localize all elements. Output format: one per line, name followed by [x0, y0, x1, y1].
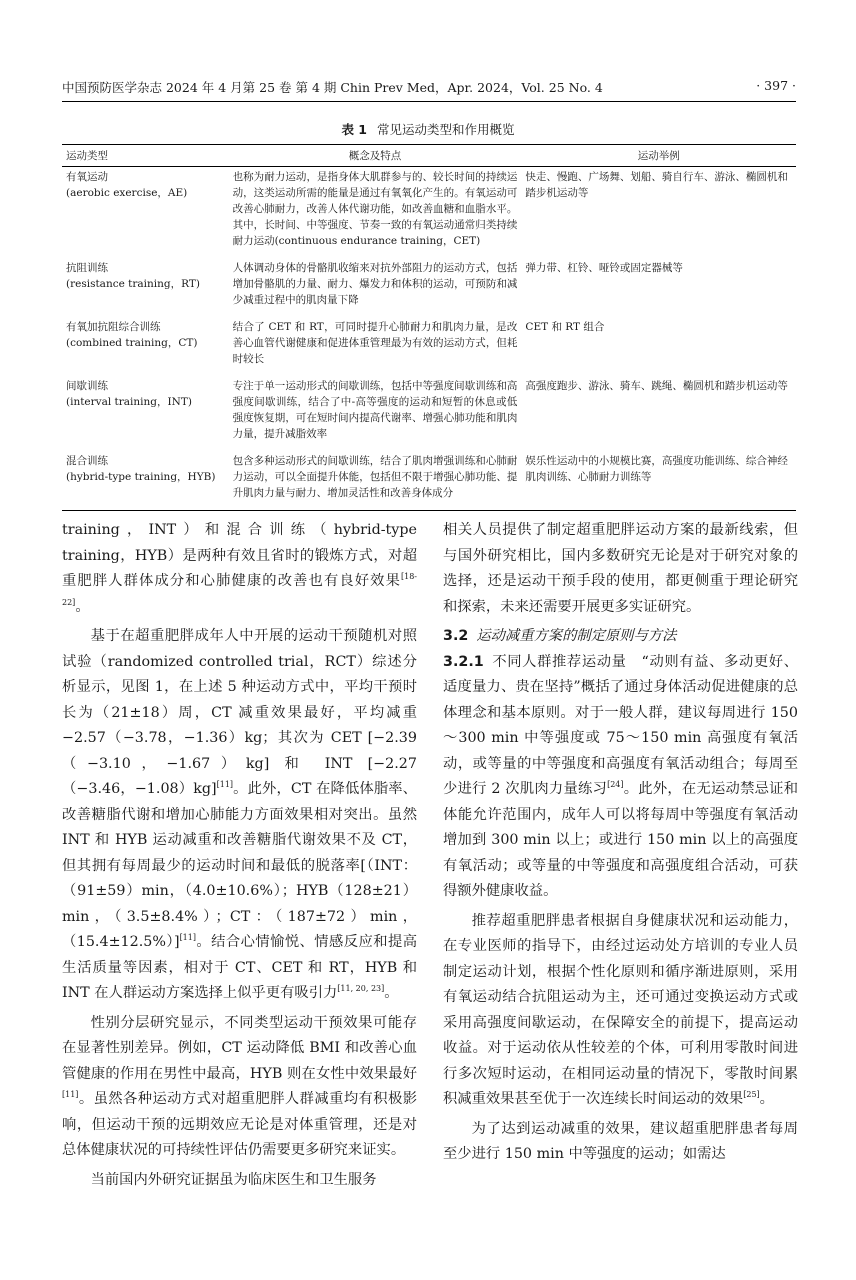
table-caption	[0, 120, 856, 138]
column-header-concept: 概念及特点	[229, 145, 522, 167]
section-title: 运动减重方案的制定原则与方法	[476, 628, 677, 644]
type-cn: 间歇训练	[66, 380, 108, 392]
cell-type	[62, 317, 229, 376]
journal-citation: 中国预防医学杂志 2024 年 4 月第 25 卷 第 4 期 Chin Prev Med，Apr. 2024，Vol. 25 No. 4	[62, 80, 603, 95]
paragraph	[443, 909, 798, 1113]
type-en: (interval training，INT)	[66, 396, 192, 408]
table-row	[62, 376, 796, 451]
citation: [11]	[179, 933, 196, 943]
citation: [18-22]	[62, 572, 417, 607]
table-row	[62, 167, 796, 259]
cell-type	[62, 258, 229, 317]
citation: [11, 20, 23]	[337, 984, 385, 994]
paragraph-text: training，INT）和混合训练（hybrid-type training，HYB）是两种有效且省时的锻炼方式，对超重肥胖人群体成分和心肺健康的改善也有良好效果	[62, 522, 417, 589]
paragraph-text: 。	[384, 985, 399, 1001]
section-heading	[443, 624, 798, 650]
table-row	[62, 317, 796, 376]
body-column-left	[62, 518, 417, 1197]
cell-concept: 也称为耐力运动，是指身体大肌群参与的、较长时间的持续运动，这类运动所需的能量是通过有氧氧化产生的。有氧运动可改善心肺耐力，改善人体代谢功能，如改善血糖和血脂水平。其中，长时间、中等强度、节奏一致的有氧运动通常归类持续耐力运动(continuous endurance training，CET)	[232, 171, 518, 247]
paragraph-text: 基于在超重肥胖成年人中开展的运动干预随机对照试验（randomized controlled trial，RCT）综述分析显示，见图 1，在上述 5 种运动方式中，平均干预时长为（21±18）周，CT 减重效果最好，平均减重 −2.57（−3.78，−1.36）kg；其次为 CET [−2.39（−3.10，−1.67）kg] 和 INT [−2.27（−3.46，−1.08）kg]	[62, 628, 417, 797]
paragraph	[62, 624, 417, 1007]
type-cn: 抗阻训练	[66, 262, 108, 274]
paragraph	[62, 518, 417, 620]
paragraph-text: 。此外，CT 在降低体脂率、改善糖脂代谢和增加心肺能力方面效果相对突出。虽然 INT 和 HYB 运动减重和改善糖脂代谢效果不及 CT，但其拥有每周最少的运动时间和最低的脱落率[（INT：（91±59）min，（4.0±10.6%）；HYB（128±21）min，（3.5±8.4%）；CT：（187±72）min，（15.4±12.5%）]	[62, 781, 417, 950]
table-row	[62, 258, 796, 317]
cell-examples: CET 和 RT 组合	[525, 321, 605, 333]
cell-type	[62, 376, 229, 451]
table-title: 常见运动类型和作用概览	[377, 122, 515, 137]
paragraph-text: 性别分层研究显示，不同类型运动干预效果可能存在显著性别差异。例如，CT 运动降低 BMI 和改善心血管健康的作用在男性中最高，HYB 则在女性中效果最好	[62, 1014, 417, 1082]
body-column-right	[443, 518, 798, 1172]
exercise-types-table	[62, 144, 796, 511]
header-rule	[62, 101, 796, 102]
table-label: 表 1	[341, 122, 368, 137]
cell-examples: 高强度跑步、游泳、骑车、跳绳、椭圆机和踏步机运动等	[525, 380, 788, 392]
paragraph-text: 推荐超重肥胖患者根据自身健康状况和运动能力，在专业医师的指导下，由经过运动处方培训的专业人员制定运动计划，根据个性化原则和循序渐进原则，采用有氧运动结合抗阻运动为主，还可通过变换运动方式或采用高强度间歇运动，在保障安全的前提下，提高运动收益。对于运动依从性较差的个体，可利用零散时间进行多次短时运动，在相同运动量的情况下，零散时间累积减重效果甚至优于一次连续长时间运动的效果	[443, 912, 798, 1107]
column-header-examples: 运动举例	[521, 145, 796, 167]
citation: [25]	[743, 1090, 760, 1100]
section-number: 3.2	[443, 628, 469, 644]
type-en: (hybrid-type training，HYB)	[66, 471, 216, 483]
paragraph: 当前国内外研究证据虽为临床医生和卫生服务	[90, 1171, 377, 1188]
cell-concept: 人体调动身体的骨骼肌收缩来对抗外部阻力的运动方式，包括增加骨骼肌的力量、耐力、爆发力和体积的运动，可预防和减少减重过程中的肌肉量下降	[232, 262, 518, 306]
subsection-number: 3.2.1	[443, 653, 484, 670]
paragraph: 为了达到运动减重的效果，建议超重肥胖患者每周至少进行 150 min 中等强度的运动；如需达	[443, 1120, 798, 1162]
paragraph-text: 不同人群推荐运动量 “动则有益、多动更好、适度量力、贵在坚持”概括了通过身体活动促进健康的总体理念和基本原则。对于一般人群，建议每周进行 150～300 min 中等强度或 75～150 min 高强度有氧活动，或等量的中等强度和高强度有氧活动组合；每周至少进行 2 次肌肉力量练习	[443, 653, 798, 797]
paragraph-text: 。	[75, 598, 90, 615]
citation: [11]	[62, 1090, 79, 1100]
cell-concept: 结合了 CET 和 RT，可同时提升心肺耐力和肌肉力量，是改善心血管代谢健康和促进体重管理最为有效的运动方式，但耗时较长	[232, 321, 518, 365]
citation: [11]	[216, 780, 234, 790]
table-row	[62, 451, 796, 511]
paragraph: 相关人员提供了制定超重肥胖运动方案的最新线索，但与国外研究相比，国内多数研究无论是对于研究对象的选择，还是运动干预手段的使用，都更侧重于理论研究和探索，未来还需要开展更多实证研究。	[443, 522, 798, 615]
page-number: · 397 ·	[756, 78, 796, 93]
type-cn: 有氧运动	[66, 171, 108, 183]
cell-type	[62, 451, 229, 511]
paragraph-text: 。	[759, 1091, 774, 1107]
type-cn: 有氧加抗阻综合训练	[66, 321, 161, 333]
citation: [24]	[607, 780, 624, 790]
cell-examples: 娱乐性运动中的小规模比赛，高强度功能训练、综合神经肌肉训练、心肺耐力训练等	[521, 451, 796, 511]
cell-concept: 专注于单一运动形式的间歇训练，包括中等强度间歇训练和高强度间歇训练，结合了中-高等强度的运动和短暂的休息或低强度恢复期，可在短时间内提高代谢率、增强心肺功能和肌肉力量，提升减脂效率	[232, 380, 518, 440]
table-header-row	[62, 145, 796, 167]
type-cn: 混合训练	[66, 455, 108, 467]
type-en: (resistance training，RT)	[66, 278, 200, 290]
column-header-type: 运动类型	[62, 145, 229, 167]
paragraph-text: 。结合心情愉悦、情感反应和提高生活质量等因素，相对于 CT、CET 和 RT，HYB 和 INT 在人群运动方案选择上似乎更有吸引力	[62, 934, 417, 1001]
cell-type	[62, 167, 229, 259]
type-en: (aerobic exercise，AE)	[66, 187, 188, 199]
paragraph	[443, 650, 798, 905]
cell-examples: 快走、慢跑、广场舞、划船、骑自行车、游泳、椭圆机和踏步机运动等	[525, 171, 788, 199]
paragraph-text: 。虽然各种运动方式对超重肥胖人群减重均有积极影响，但运动干预的远期效应无论是对体重管理，还是对总体健康状况的可持续性评估仍需要更多研究来证实。	[62, 1091, 417, 1158]
running-header	[62, 78, 796, 96]
type-en: (combined training，CT)	[66, 337, 198, 349]
cell-examples: 弹力带、杠铃、哑铃或固定器械等	[525, 262, 683, 274]
paragraph-text: 。此外，在无运动禁忌证和体能允许范围内，成年人可以将每周中等强度有氧活动增加到 300 min 以上；或进行 150 min 以上的高强度有氧活动；或等量的中等强度和高强度组合活动，可获得额外健康收益。	[443, 781, 799, 899]
paragraph	[62, 1011, 417, 1164]
cell-concept: 包含多种运动形式的间歇训练，结合了肌肉增强训练和心肺耐力运动，可以全面提升体能，包括但不限于增强心肺功能、提升肌肉力量与耐力、增加灵活性和改善身体成分	[229, 451, 522, 511]
